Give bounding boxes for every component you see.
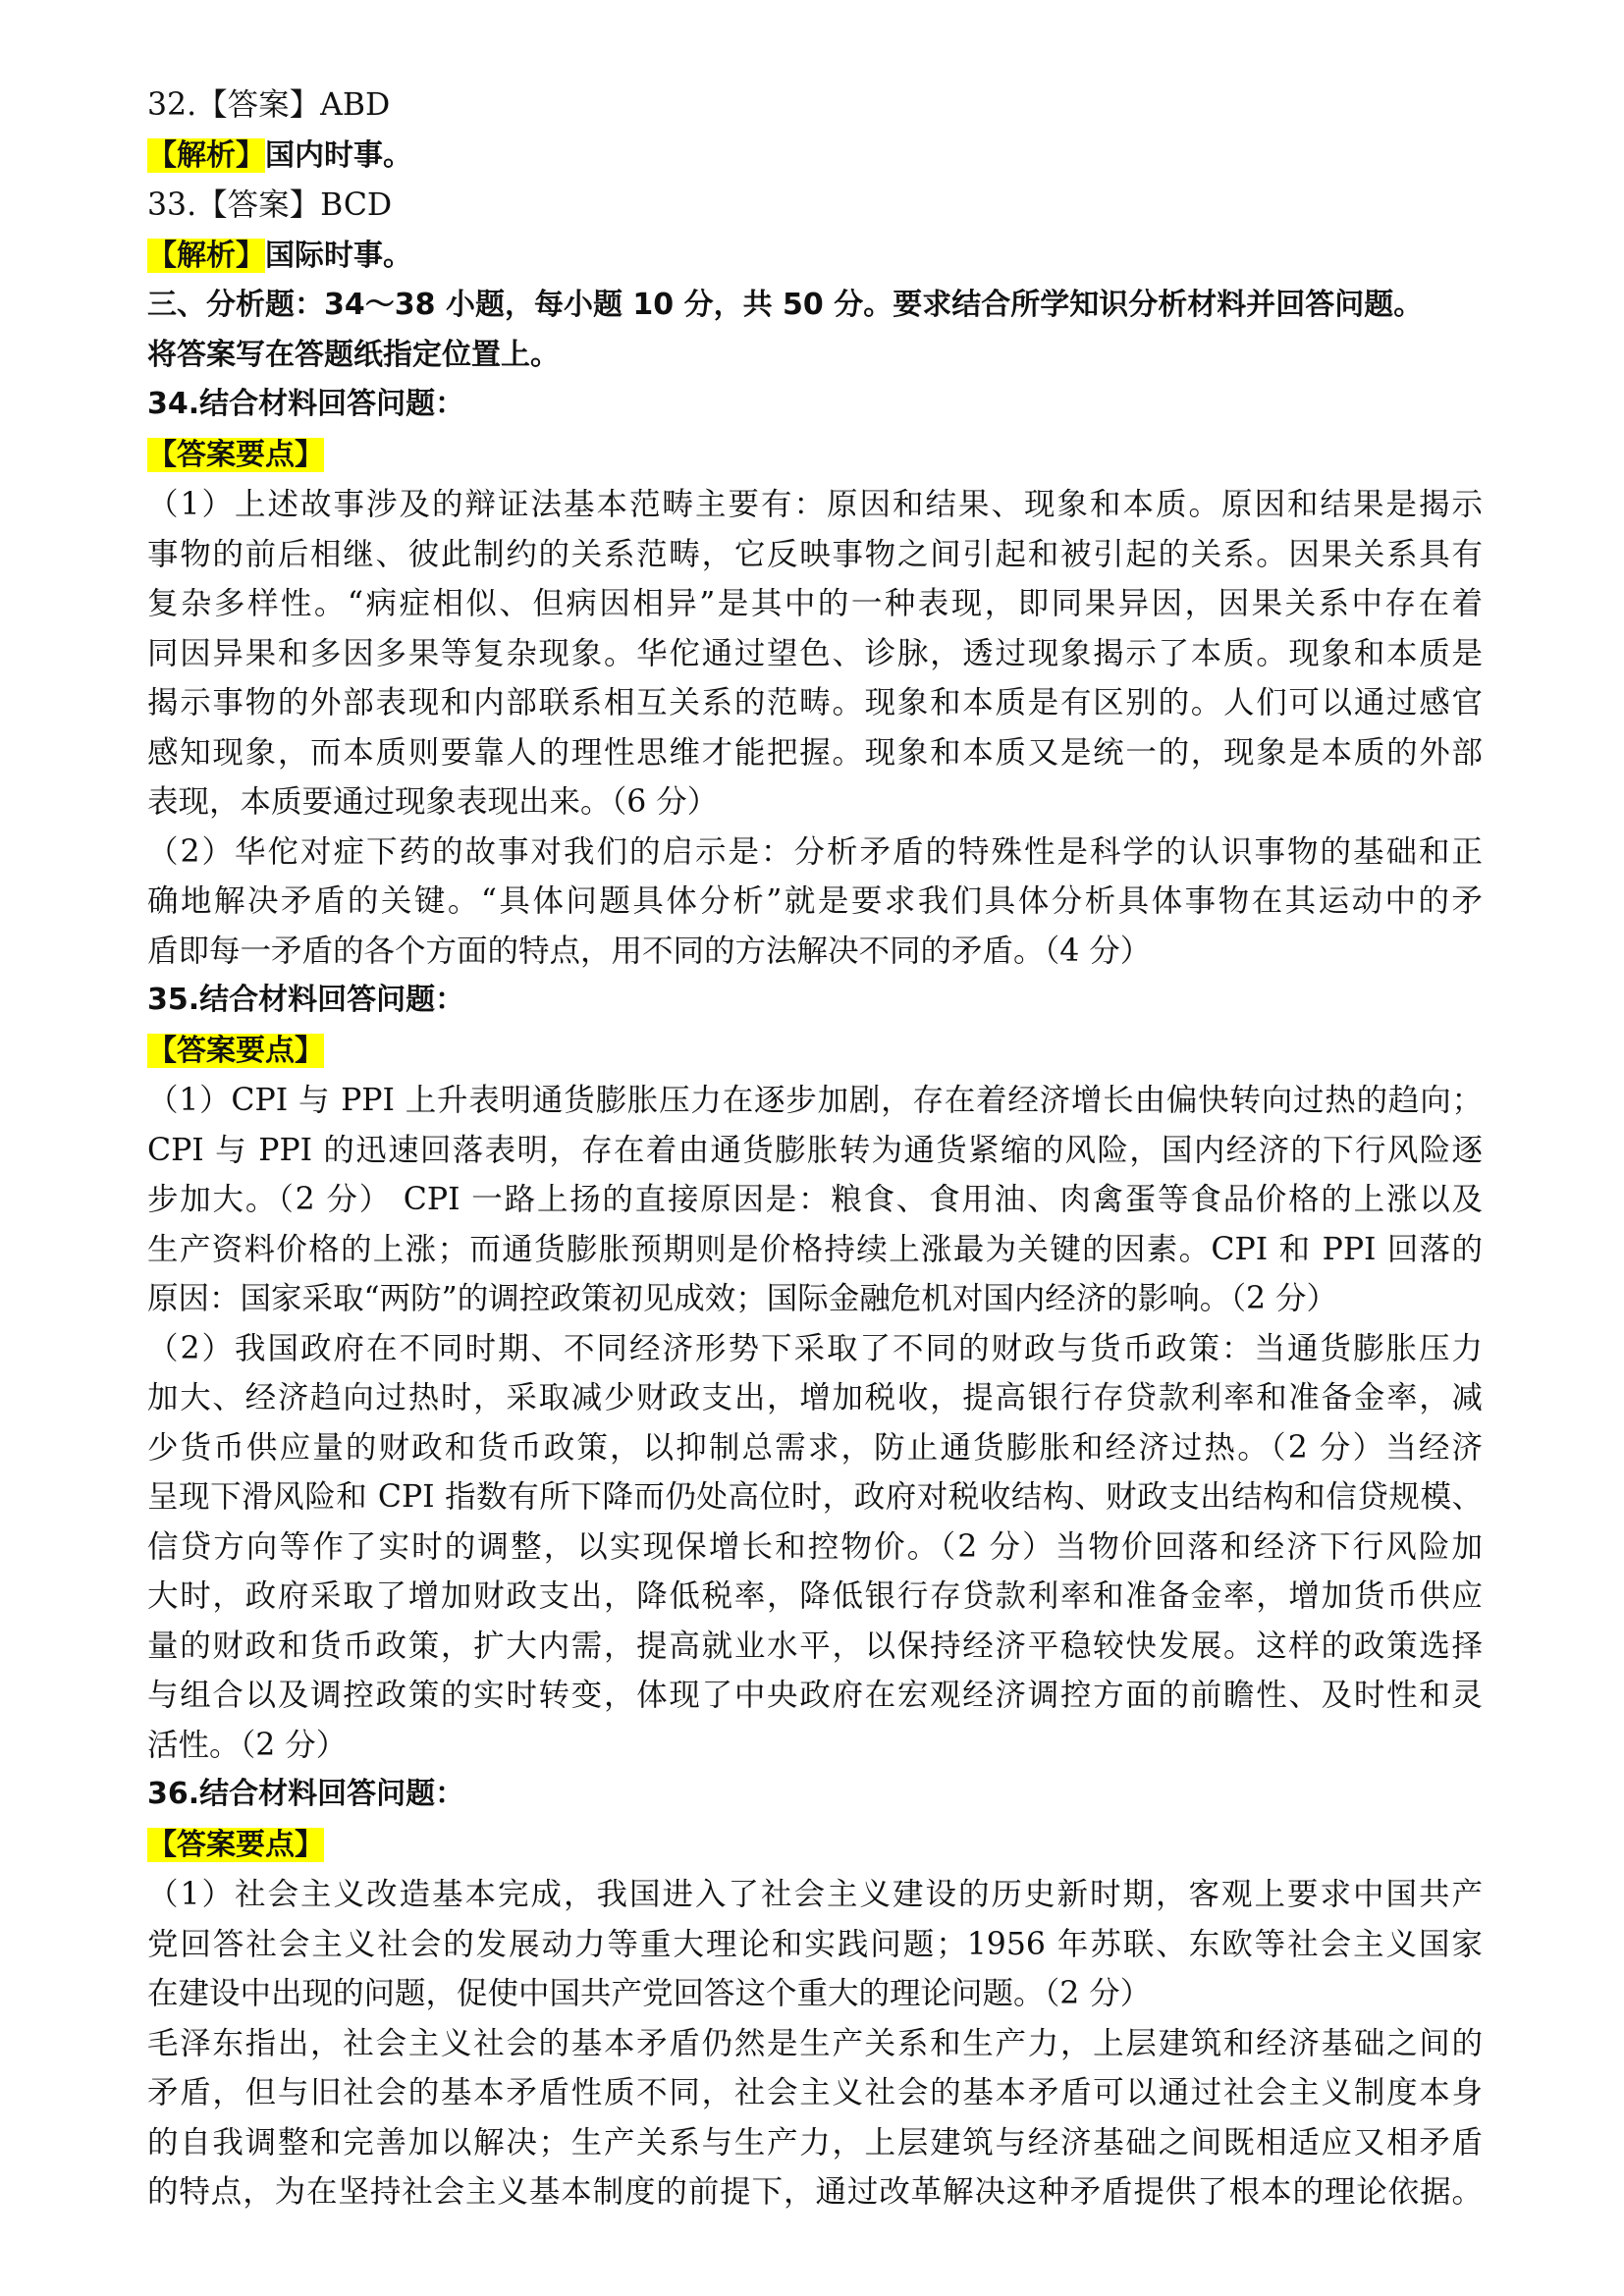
q32-analysis (147, 131, 1483, 182)
analysis-tag: 【解析】 (147, 137, 265, 173)
q34-title: 34.结合材料回答问题： (147, 387, 465, 421)
text-line: （2）我国政府在不同时期、不同经济形势下采取了不同的财政与货币政策：当通货膨胀压力 (147, 1330, 1483, 1366)
text-line: （1）社会主义改造基本完成，我国进入了社会主义建设的历史新时期，客观上要求中国共产 (147, 1877, 1483, 1912)
text-line: 事物的前后相继、彼此制约的关系范畴，它反映事物之间引起和被引起的关系。因果关系具有 (147, 536, 1483, 572)
text-line: 感知现象，而本质则要靠人的理性思维才能把握。现象和本质又是统一的，现象是本质的外部 (147, 734, 1483, 771)
text-line: 的自我调整和完善加以解决；生产关系与生产力，上层建筑与经济基础之间既相适应又相矛盾 (147, 2124, 1483, 2161)
text-line: 生产资料价格的上涨；而通货膨胀预期则是价格持续上涨最为关键的因素。CPI 和 PPI 回落的 (147, 1231, 1483, 1267)
text-line: 矛盾，但与旧社会的基本矛盾性质不同，社会主义社会的基本矛盾可以通过社会主义制度本身 (147, 2075, 1483, 2110)
text-line: （1）上述故事涉及的辩证法基本范畴主要有：原因和结果、现象和本质。原因和结果是揭示 (147, 487, 1483, 522)
text-line: 确地解决矛盾的关键。“具体问题具体分析”就是要求我们具体分析具体事物在其运动中的矛 (147, 883, 1483, 919)
section-heading-line1: 三、分析题：34～38 小题，每小题 10 分，共 50 分。要求结合所学知识分析材料并回答问题。 (147, 288, 1424, 322)
text-line: CPI 与 PPI 的迅速回落表明，存在着由通货膨胀转为通货紧缩的风险，国内经济的下行风险逐 (147, 1132, 1483, 1168)
q35-body (147, 1076, 1483, 1770)
text-line: 表现，本质要通过现象表现出来。（6 分） (147, 784, 719, 820)
text-line: 活性。（2 分） (147, 1727, 348, 1763)
q36-title: 36.结合材料回答问题： (147, 1777, 465, 1811)
text-line: 在建设中出现的问题，促使中国共产党回答这个重大的理论问题。（2 分） (147, 1976, 1152, 2011)
text-line: 少货币供应量的财政和货币政策，以抑制总需求，防止通货膨胀和经济过热。（2 分）当经济 (147, 1429, 1483, 1466)
text-line: 党回答社会主义社会的发展动力等重大理论和实践问题；1956 年苏联、东欧等社会主义国家 (147, 1926, 1483, 1962)
text-line: 加大、经济趋向过热时，采取减少财政支出，增加税收，提高银行存贷款利率和准备金率，减 (147, 1380, 1483, 1415)
text-line: 复杂多样性。“病症相似、但病因相异”是其中的一种表现，即同果异因，因果关系中存在着 (147, 586, 1483, 621)
q34-body (147, 480, 1483, 976)
text-line: 盾即每一矛盾的各个方面的特点，用不同的方法解决不同的矛盾。（4 分） (147, 933, 1152, 969)
text-line: 量的财政和货币政策，扩大内需，提高就业水平，以保持经济平稳较快发展。这样的政策选择 (147, 1628, 1483, 1664)
q36-body (147, 1870, 1483, 2217)
text-line: 原因：国家采取“两防”的调控政策初见成效；国际金融危机对国内经济的影响。（2 分） (147, 1281, 1338, 1316)
text-line: （2）华佗对症下药的故事对我们的启示是：分析矛盾的特殊性是科学的认识事物的基础和正 (147, 833, 1483, 870)
text-line: （1）CPI 与 PPI 上升表明通货膨胀压力在逐步加剧，存在着经济增长由偏快转向过热的趋向； (147, 1083, 1483, 1118)
q33-answer: 33.【答案】BCD (147, 187, 393, 223)
text-line: 呈现下滑风险和 CPI 指数有所下降而仍处高位时，政府对税收结构、财政支出结构和信贷规模、 (147, 1479, 1483, 1515)
text-line: 信贷方向等作了实时的调整，以实现保增长和控物价。（2 分）当物价回落和经济下行风险加 (147, 1528, 1483, 1565)
q33-analysis (147, 231, 1483, 282)
text-line: 与组合以及调控政策的实时转变，体现了中央政府在宏观经济调控方面的前瞻性、及时性和灵 (147, 1678, 1483, 1713)
text-line: 毛泽东指出，社会主义社会的基本矛盾仍然是生产关系和生产力，上层建筑和经济基础之间的 (147, 2025, 1483, 2061)
text-line: 的特点，为在坚持社会主义基本制度的前提下，通过改革解决这种矛盾提供了根本的理论依据。 (147, 2174, 1483, 2210)
answer-points-tag: 【答案要点】 (147, 437, 324, 472)
answer-points-tag: 【答案要点】 (147, 1033, 324, 1068)
text-line: 同因异果和多因多果等复杂现象。华佗通过望色、诊脉，透过现象揭示了本质。现象和本质是 (147, 635, 1483, 671)
q32-answer: 32.【答案】ABD (147, 87, 391, 123)
text-line: 揭示事物的外部表现和内部联系相互关系的范畴。现象和本质是有区别的。人们可以通过感官 (147, 685, 1483, 721)
q35-title: 35.结合材料回答问题： (147, 983, 465, 1017)
answer-points-tag: 【答案要点】 (147, 1827, 324, 1862)
analysis-text: 国际时事。 (265, 238, 412, 273)
text-line: 大时，政府采取了增加财政支出，降低税率，降低银行存贷款利率和准备金率，增加货币供应 (147, 1578, 1483, 1614)
analysis-text: 国内时事。 (265, 137, 412, 173)
analysis-tag: 【解析】 (147, 238, 265, 273)
section-heading-line2: 将答案写在答题纸指定位置上。 (147, 337, 560, 372)
text-line: 步加大。（2 分） CPI 一路上扬的直接原因是：粮食、食用油、肉禽蛋等食品价格的上涨以及 (147, 1182, 1483, 1217)
document-page (147, 80, 1483, 2217)
